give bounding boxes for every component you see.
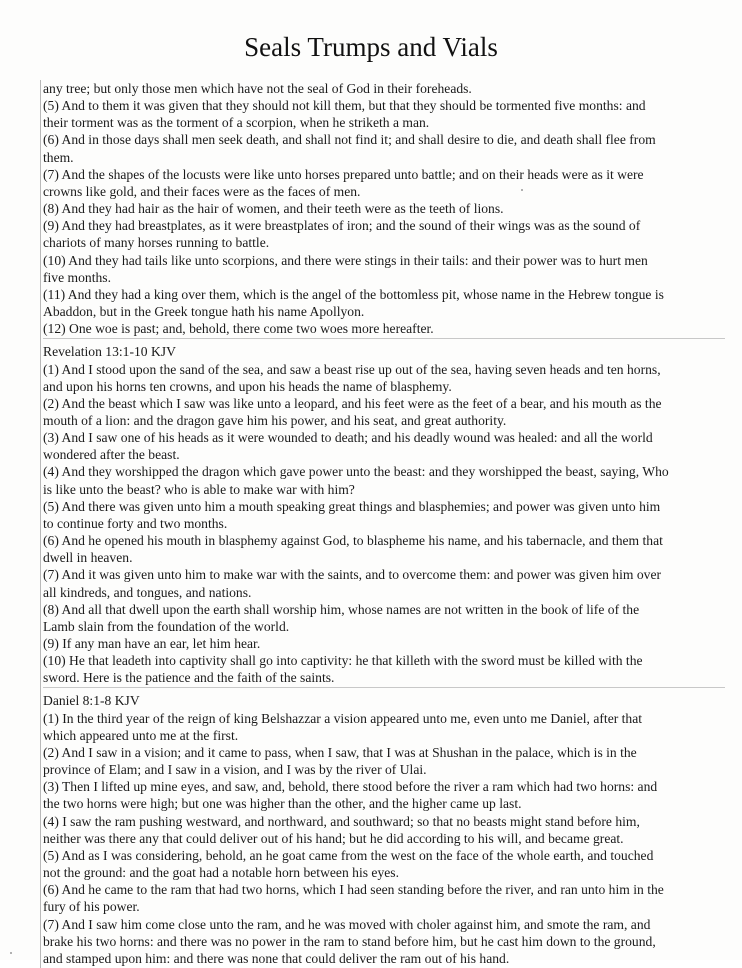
verse-line: sword. Here is the patience and the faith of the saints. (43, 670, 335, 686)
verse-line: (1) In the third year of the reign of king Belshazzar a vision appeared unto me, even unto me Daniel, after that (43, 710, 643, 726)
verse-line: (3) And I saw one of his heads as it were wounded to death; and his deadly wound was healed: and all the world (43, 430, 653, 446)
verse-line: the two horns were high; but one was higher than the other, and the higher came up last. (43, 796, 522, 812)
verse-line: all kindreds, and tongues, and nations. (43, 584, 252, 600)
verse-line: (2) And I saw in a vision; and it came to pass, when I saw, that I was at Shushan in the palace, which is in the (43, 744, 637, 760)
section-daniel-8 (43, 688, 725, 968)
verse-line: (9) If any man have an ear, let him hear. (43, 636, 261, 651)
section-revelation-9-continued (43, 80, 725, 339)
verse-line: brake his two horns: and there was no power in the ram to stand before him, but he cast him down to the ground, (43, 933, 656, 949)
verse-line: Lamb slain from the foundation of the world. (43, 618, 290, 634)
verse-line: (3) Then I lifted up mine eyes, and saw, and, behold, there stood before the river a ram which had two horns: and (43, 779, 658, 795)
verse-line: neither was there any that could deliver out of his hand; but he did according to his will, and became great. (43, 830, 624, 846)
verse-line: wondered after the beast. (43, 447, 180, 463)
page-title: Seals Trumps and Vials (244, 32, 498, 62)
verse-line: (6) And he came to the ram that had two horns, which I had seen standing before the river, and ran unto him in the (43, 882, 664, 898)
scan-speck (521, 189, 523, 191)
verse-line: is like unto the beast? who is able to make war with him? (43, 481, 355, 497)
verse-line: chariots of many horses running to battle. (43, 235, 270, 251)
verse-line: (12) One woe is past; and, behold, there come two woes more hereafter. (43, 321, 434, 337)
verse-line: to continue forty and two months. (43, 515, 228, 531)
verse-line: mouth of a lion: and the dragon gave him his power, and his seat, and great authority. (43, 412, 507, 428)
verse-line: (7) And I saw him come close unto the ram, and he was moved with choler against him, and smote the ram, and (43, 916, 651, 932)
verse-line: five months. (43, 269, 111, 285)
verse-line: (2) And the beast which I saw was like unto a leopard, and his feet were as the feet of a bear, and his mouth as the (43, 395, 662, 411)
verse-line: dwell in heaven. (43, 550, 133, 566)
verse-line: (8) And they had hair as the hair of women, and their teeth were as the teeth of lions. (43, 201, 504, 217)
verse-line: (10) And they had tails like unto scorpions, and there were stings in their tails: and their power was to hurt men (43, 252, 648, 268)
verse-line: them. (43, 149, 74, 165)
verse-line: (7) And the shapes of the locusts were like unto horses prepared unto battle; and on their heads were as it were (43, 166, 644, 182)
scripture-content (40, 80, 725, 968)
section-revelation-13 (43, 339, 725, 688)
verse-line: (4) I saw the ram pushing westward, and northward, and southward; so that no beasts might stand before him, (43, 813, 640, 829)
verse-line: and stamped upon him: and there was none that could deliver the ram out of his hand. (43, 950, 510, 966)
verse-line: (6) And in those days shall men seek death, and shall not find it; and shall desire to die, and death shall flee from (43, 132, 656, 148)
verse-line: and upon his horns ten crowns, and upon his heads the name of blasphemy. (43, 378, 452, 394)
verse-line: (11) And they had a king over them, which is the angel of the bottomless pit, whose name in the Hebrew tongue is (43, 286, 664, 302)
scan-speck (10, 952, 12, 954)
verse-line: their torment was as the torment of a scorpion, when he striketh a man. (43, 115, 430, 131)
verse-line: fury of his power. (43, 899, 140, 915)
verse-line: (5) And there was given unto him a mouth speaking great things and blasphemies; and power was given unto him (43, 498, 661, 514)
verse-line: (10) He that leadeth into captivity shall go into captivity: he that killeth with the sword must be killed with the (43, 653, 643, 669)
verse-line: Abaddon, but in the Greek tongue hath his name Apollyon. (43, 304, 365, 320)
verse-line: any tree; but only those men which have not the seal of God in their foreheads. (43, 81, 472, 96)
verse-line: (9) And they had breastplates, as it were breastplates of iron; and the sound of their wings was as the sound of (43, 218, 641, 234)
verse-line: (1) And I stood upon the sand of the sea, and saw a beast rise up out of the sea, having seven heads and ten horns, (43, 361, 661, 377)
verse-line: (6) And he opened his mouth in blasphemy against God, to blaspheme his name, and his tabernacle, and them that (43, 533, 663, 549)
section-heading: Daniel 8:1-8 KJV (43, 693, 140, 709)
verse-line: crowns like gold, and their faces were as the faces of men. (43, 183, 361, 199)
verse-line: (5) And as I was considering, behold, an he goat came from the west on the face of the whole earth, and touched (43, 847, 654, 863)
verse-line: which appeared unto me at the first. (43, 727, 239, 743)
verse-line: province of Elam; and I saw in a vision, and I was by the river of Ulai. (43, 762, 427, 778)
section-heading: Revelation 13:1-10 KJV (43, 344, 176, 360)
verse-line: (8) And all that dwell upon the earth shall worship him, whose names are not written in the book of life of the (43, 601, 640, 617)
verse-line: (4) And they worshipped the dragon which gave power unto the beast: and they worshipped the beast, saying, Who (43, 464, 669, 480)
verse-line: (7) And it was given unto him to make war with the saints, and to overcome them: and power was given him over (43, 567, 662, 583)
verse-line: (5) And to them it was given that they should not kill them, but that they should be tormented five months: and (43, 98, 646, 114)
verse-line: not the ground: and the goat had a notable horn between his eyes. (43, 865, 399, 881)
